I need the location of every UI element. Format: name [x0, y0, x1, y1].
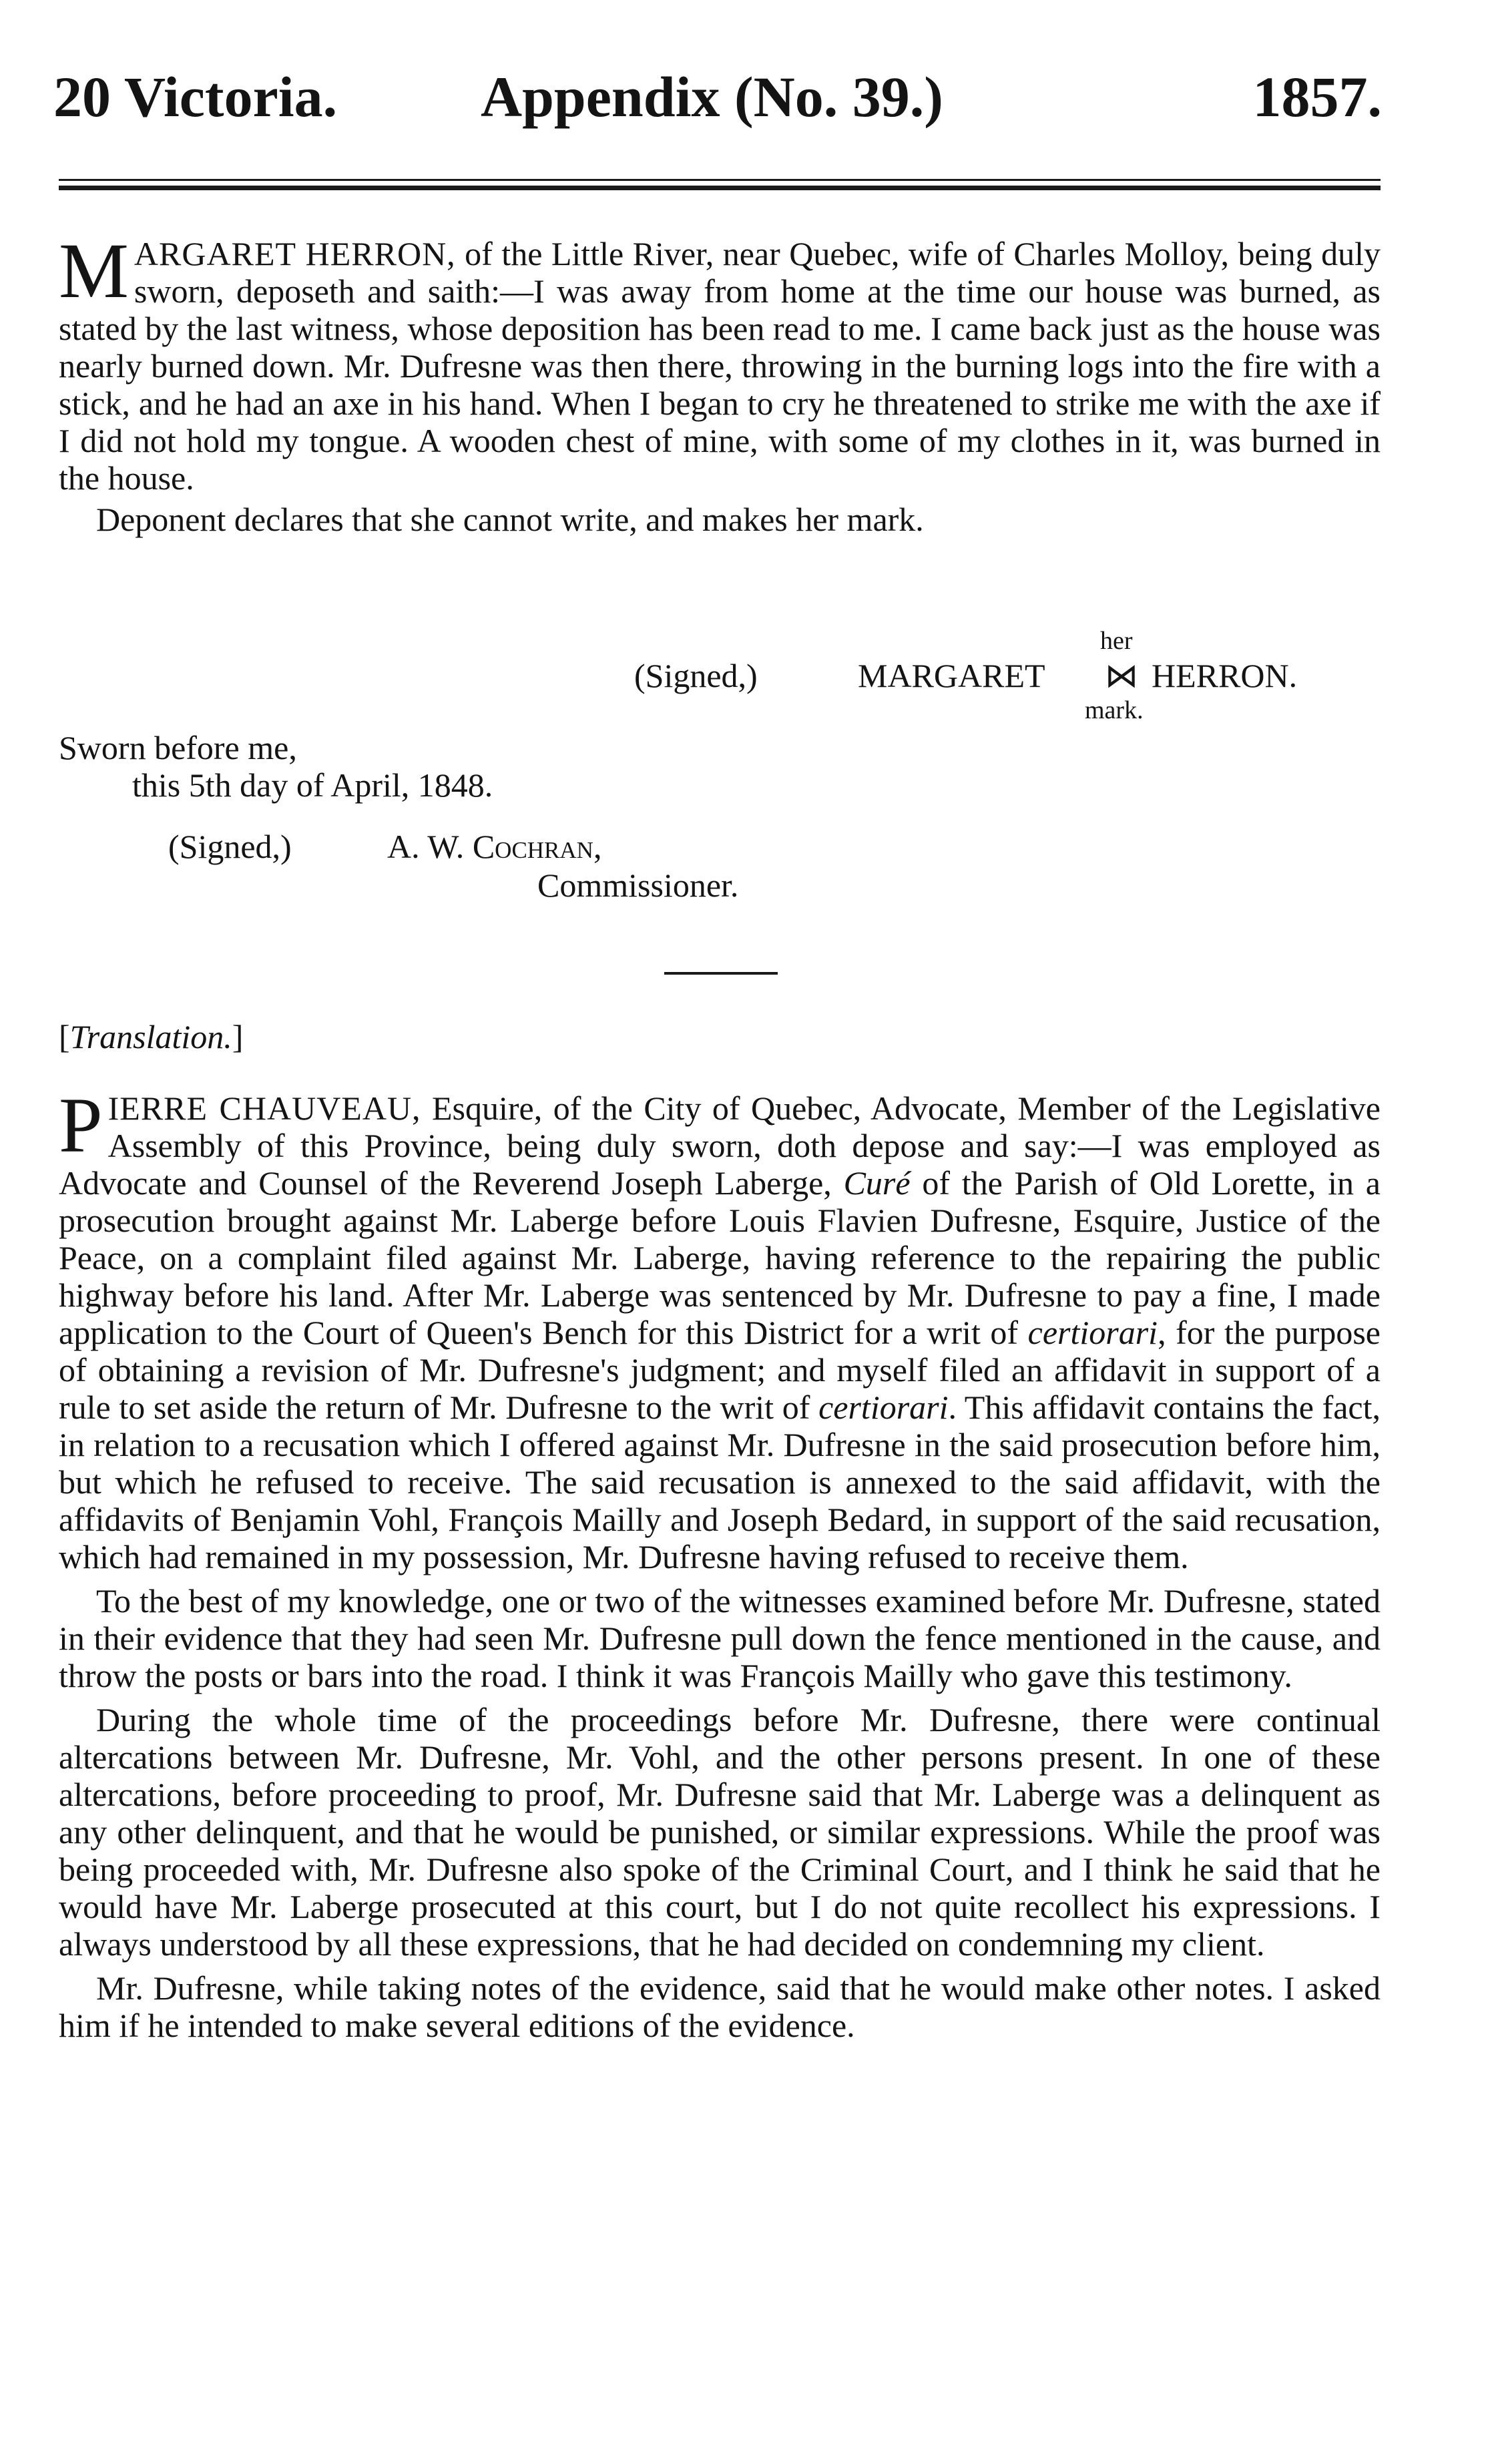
dropcap-m: M	[59, 227, 129, 314]
herron-statement	[59, 227, 1381, 497]
commissioner-surname: Cochran,	[472, 828, 602, 865]
running-header	[53, 60, 1382, 134]
herron-signature-first: MARGARET	[858, 657, 1045, 694]
commissioner-title: Commissioner.	[537, 867, 739, 904]
commissioner-initials: A. W.	[387, 828, 465, 865]
chauveau-paragraph-2: To the best of my knowledge, one or two of the witnesses examined before Mr. Dufresne, stated in their evidence that they had seen Mr. Dufresne pull down the fence mentioned in the cause, and throw the posts or bars into the road. I think it was François Mailly who gave this testimony.	[59, 1582, 1381, 1694]
herron-statement-body: of the Little River, near Quebec, wife of Charles Molloy, being duly sworn, deposeth and saith:—I was away from home at the time our house was burned, as stated by the last witness, whose deposition has been read to me. I came back just as the house was nearly burned down. Mr. Dufresne was then there, throwing in the burning logs into the fire with a stick, and he had an axe in his hand. When I began to cry he threatened to strike me with the axe if I did not hold my tongue. A wooden chest of mine, with some of my clothes in it, was burned in the house.	[59, 235, 1381, 497]
commissioner-name	[387, 828, 601, 865]
herron-declaration: Deponent declares that she cannot write, and makes her mark.	[96, 501, 924, 538]
herron-signature-last: HERRON.	[1152, 657, 1298, 694]
deposition-chauveau	[59, 1081, 1381, 2044]
mark-her: her	[1100, 627, 1133, 655]
sworn-line-2: this 5th day of April, 1848.	[132, 766, 493, 804]
mark-word: mark.	[1085, 696, 1144, 724]
cure-term: Curé	[843, 1164, 911, 1202]
translation-label: [Translation.]	[59, 1018, 244, 1055]
mark-cross-icon: ⋈	[1105, 657, 1138, 694]
dropcap-p: P	[59, 1081, 103, 1169]
certiorari-term-2: certiorari	[818, 1389, 949, 1426]
header-year: 1857.	[1252, 65, 1382, 129]
deposition-herron	[59, 227, 1381, 538]
section-divider	[664, 972, 778, 975]
header-rule-thin	[59, 179, 1381, 181]
header-appendix: Appendix (No. 39.)	[481, 65, 943, 129]
commissioner-signed-label: (Signed,)	[168, 828, 292, 865]
herron-signed-label: (Signed,)	[634, 657, 758, 694]
herron-name-caps: ARGARET HERRON,	[134, 235, 456, 272]
header-session: 20 Victoria.	[53, 65, 338, 129]
certiorari-term-1: certiorari	[1027, 1314, 1158, 1351]
chauveau-name-caps: IERRE CHAUVEAU,	[107, 1089, 421, 1127]
chauveau-paragraph-4: Mr. Dufresne, while taking notes of the evidence, said that he would make other notes. I asked him if he intended to make several editions of the evidence.	[59, 1969, 1381, 2044]
chauveau-paragraph-1: PIERRE CHAUVEAU, Esquire, of the City of Quebec, Advocate, Member of the Legislative Assembly of this Province, being duly sworn, doth depose and say:—I was employed as Advocate and Counsel of the Reverend Joseph Laberge, Curé of the Parish of Old Lorette, in a prosecution brought against Mr. Laberge before Louis Flavien Dufresne, Esquire, Justice of the Peace, on a complaint filed against Mr. Laberge, having reference to the repairing the public highway before his land. After Mr. Laberge was sentenced by Mr. Dufresne to pay a fine, I made application to the Court of Queen's Bench for this District for a writ of certiorari, for the purpose of obtaining a revision of Mr. Dufresne's judgment; and myself filed an affidavit in support of a rule to set aside the return of Mr. Dufresne to the writ of certiorari. This affidavit contains the fact, in relation to a recusation which I offered against Mr. Dufresne in the said prosecution before him, but which he refused to receive. The said recusation is annexed to the said affidavit, with the affidavits of Benjamin Vohl, François Mailly and Joseph Bedard, in support of the said recusation, which had remained in my possession, Mr. Dufresne having refused to receive them.	[59, 1081, 1381, 1575]
sworn-line-1: Sworn before me,	[59, 729, 297, 766]
header-rule-thick	[59, 186, 1381, 190]
chauveau-paragraph-3: During the whole time of the proceedings before Mr. Dufresne, there were continual altercations between Mr. Dufresne, Mr. Vohl, and the other persons present. In one of these altercations, before proceeding to proof, Mr. Dufresne said that Mr. Laberge was a delinquent as any other delinquent, and that he would be punished, or similar expressions. While the proof was being proceeded with, Mr. Dufresne also spoke of the Criminal Court, and I think he said that he would have Mr. Laberge prosecuted at this court, but I do not quite recollect his expressions. I always understood by all these expressions, that he had decided on condemning my client.	[59, 1701, 1381, 1963]
